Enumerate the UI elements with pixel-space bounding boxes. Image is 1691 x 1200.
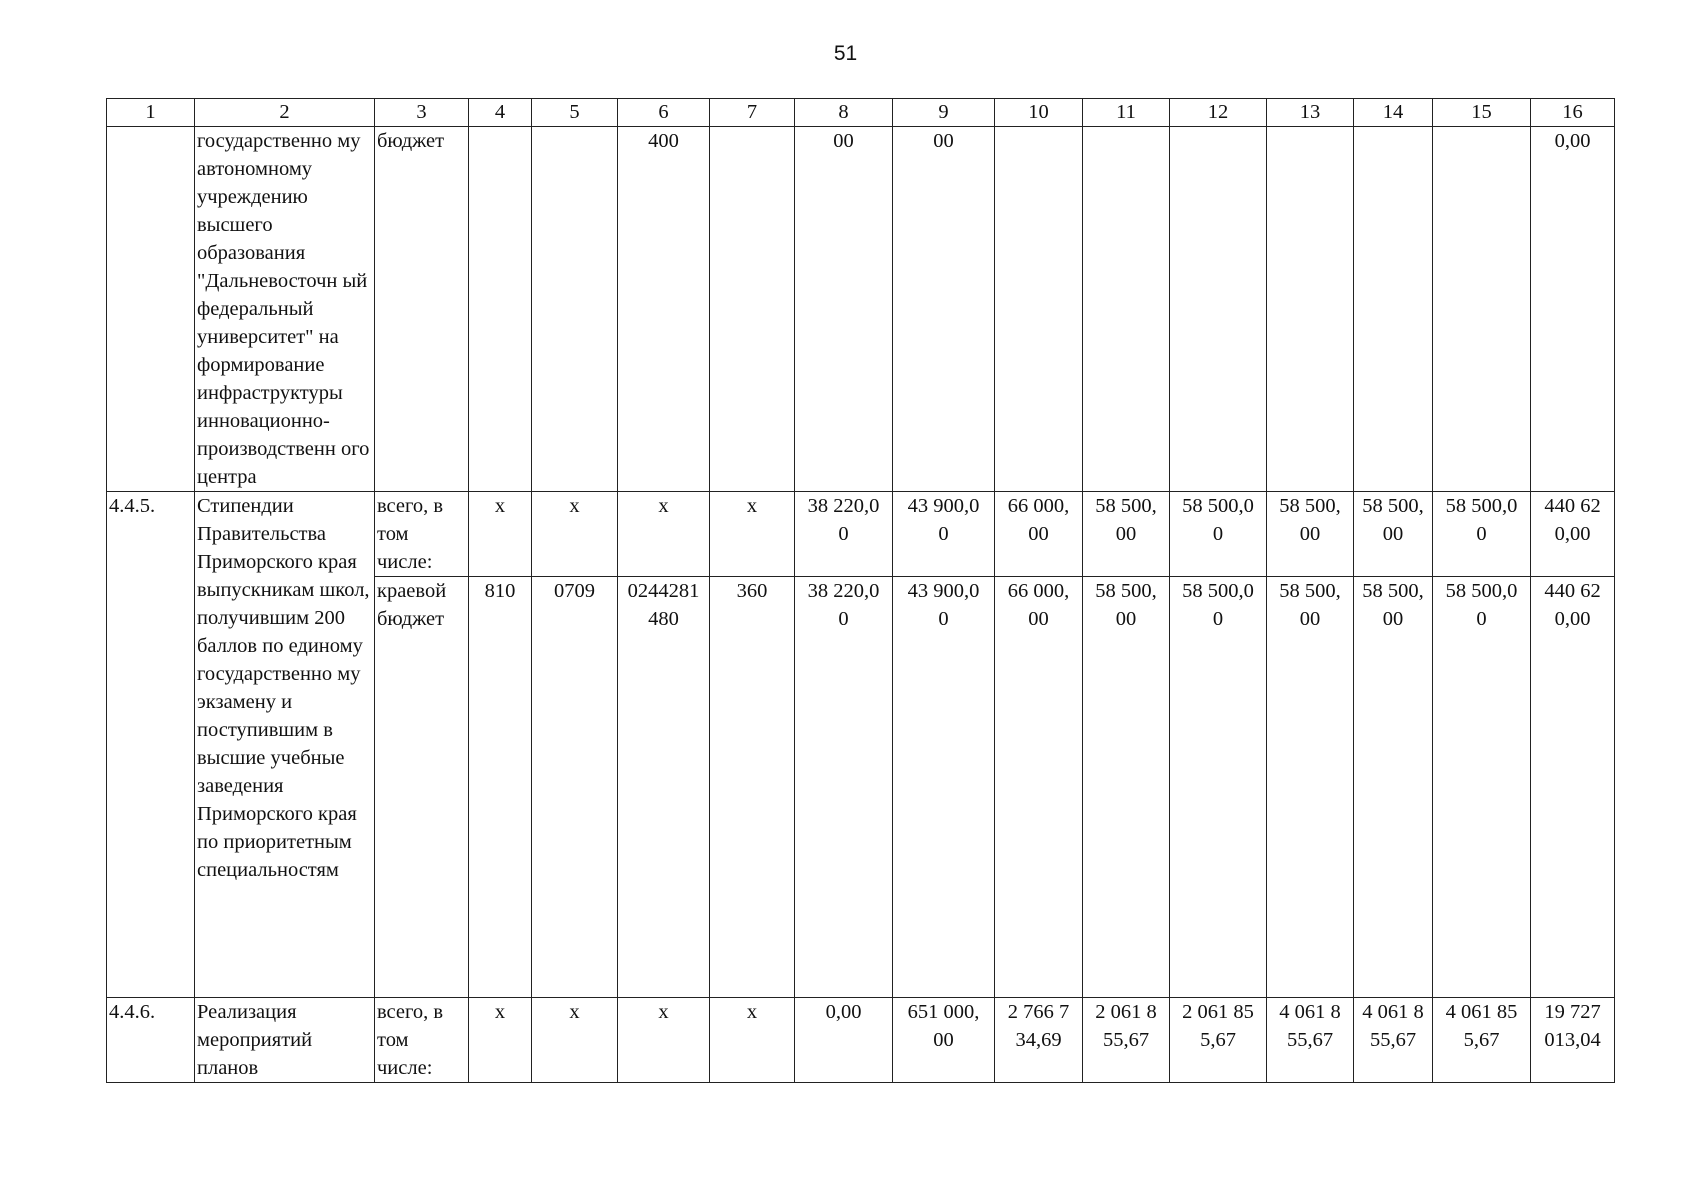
table-cell [710,127,795,492]
column-header: 14 [1354,99,1433,127]
table-cell: 4 061 8 55,67 [1267,998,1354,1083]
table-cell [1267,127,1354,492]
budget-table [106,98,1615,1083]
funding-source-cell: краевой бюджет [375,577,469,998]
table-cell: х [532,492,618,577]
column-header: 1 [107,99,195,127]
table-cell: 58 500,0 0 [1433,492,1531,577]
table-cell: 58 500, 00 [1267,577,1354,998]
table-cell: 19 727 013,04 [1531,998,1615,1083]
table-cell: 66 000, 00 [995,492,1083,577]
column-header: 5 [532,99,618,127]
table-cell: 400 [618,127,710,492]
row-number-cell: 4.4.6. [107,998,195,1083]
table-row-4-4-5-total [107,492,1615,577]
table-cell: 58 500,0 0 [1170,577,1267,998]
table-cell: 810 [469,577,532,998]
table-cell: 440 62 0,00 [1531,577,1615,998]
table-cell: х [469,998,532,1083]
table-cell: х [618,998,710,1083]
activity-name-cell: Стипендии Правительства Приморского края выпускникам школ, получившим 200 баллов по единому государственно му экзамену и поступившим в высшие учебные заведения Приморского края по приоритетным специальностям [195,492,375,998]
table-cell: 43 900,0 0 [893,577,995,998]
table-cell: 440 62 0,00 [1531,492,1615,577]
table-cell: 0709 [532,577,618,998]
table-cell: х [532,998,618,1083]
table-cell [1083,127,1170,492]
table-cell: 0,00 [795,998,893,1083]
table-cell: 66 000, 00 [995,577,1083,998]
funding-source-cell: всего, в том числе: [375,492,469,577]
funding-source-cell: всего, в том числе: [375,998,469,1083]
table-cell: 58 500, 00 [1354,492,1433,577]
table-cell: 58 500, 00 [1354,577,1433,998]
column-header: 3 [375,99,469,127]
column-header: 9 [893,99,995,127]
column-header: 11 [1083,99,1170,127]
table-cell [532,127,618,492]
column-header: 15 [1433,99,1531,127]
table-cell: х [710,998,795,1083]
table-cell [995,127,1083,492]
column-header: 6 [618,99,710,127]
table-cell [1170,127,1267,492]
header-row [107,99,1615,127]
table-cell: 0,00 [1531,127,1615,492]
page-number: 51 [833,42,858,65]
table-cell: 58 500, 00 [1083,492,1170,577]
table-cell: 38 220,0 0 [795,577,893,998]
table-cell [107,127,195,492]
column-header: 2 [195,99,375,127]
table-cell: 58 500,0 0 [1433,577,1531,998]
activity-name-cell: Реализация мероприятий планов [195,998,375,1083]
table-cell: 360 [710,577,795,998]
column-header: 12 [1170,99,1267,127]
column-header: 4 [469,99,532,127]
table-cell: 0244281 480 [618,577,710,998]
table-cell [1433,127,1531,492]
column-header: 8 [795,99,893,127]
column-header: 7 [710,99,795,127]
table-cell: 38 220,0 0 [795,492,893,577]
activity-name-cell: государственно му автономному учреждению высшего образования "Дальневосточн ый федеральный университет" на формирование инфраструктуры инновационно-производственн ого центра [195,127,375,492]
table-cell [1354,127,1433,492]
table-cell: 2 061 85 5,67 [1170,998,1267,1083]
table-cell: 00 [893,127,995,492]
table-cell: 58 500, 00 [1083,577,1170,998]
table-row-4-4-6-total [107,998,1615,1083]
column-header: 16 [1531,99,1615,127]
column-header: 10 [995,99,1083,127]
table-cell: 651 000, 00 [893,998,995,1083]
table-cell: 58 500, 00 [1267,492,1354,577]
table-row-continuation [107,127,1615,492]
table-cell: х [618,492,710,577]
table-cell: 4 061 85 5,67 [1433,998,1531,1083]
table-cell [469,127,532,492]
column-header: 13 [1267,99,1354,127]
table-cell: х [710,492,795,577]
row-number-cell: 4.4.5. [107,492,195,998]
table-cell: 4 061 8 55,67 [1354,998,1433,1083]
table-cell: 2 766 7 34,69 [995,998,1083,1083]
table-cell: 2 061 8 55,67 [1083,998,1170,1083]
funding-source-cell: бюджет [375,127,469,492]
table-cell: 00 [795,127,893,492]
table-cell: х [469,492,532,577]
table-cell: 58 500,0 0 [1170,492,1267,577]
table-cell: 43 900,0 0 [893,492,995,577]
